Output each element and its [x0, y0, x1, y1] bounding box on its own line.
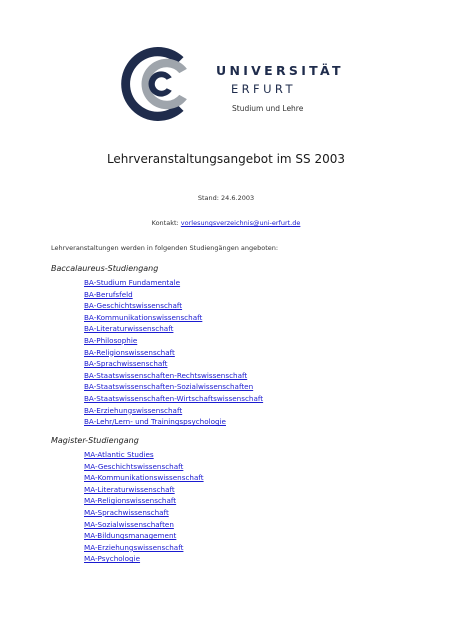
ma-link-list: [84, 449, 204, 565]
kontakt-label: Kontakt:: [151, 219, 179, 227]
ba-link[interactable]: BA-Kommunikationswissenschaft: [84, 312, 203, 322]
section-heading-ma: Magister-Studiengang: [51, 436, 139, 445]
ma-link[interactable]: MA-Kommunikationswissenschaft: [84, 473, 204, 483]
ma-link[interactable]: MA-Erziehungswissenschaft: [84, 542, 184, 552]
kontakt-email-link[interactable]: vorlesungsverzeichnis@uni-erfurt.de: [180, 219, 301, 227]
ba-link[interactable]: BA-Philosophie: [84, 335, 138, 345]
ma-link[interactable]: MA-Sprachwissenschaft: [84, 507, 169, 517]
list-item: [84, 335, 263, 347]
ma-link[interactable]: MA-Literaturwissenschaft: [84, 484, 175, 494]
list-item: [84, 519, 204, 531]
university-logo: [118, 42, 202, 126]
ba-link[interactable]: BA-Staatswissenschaften-Rechtswissenschaft: [84, 370, 248, 380]
list-item: [84, 507, 204, 519]
ma-link[interactable]: MA-Religionswissenschaft: [84, 496, 177, 506]
ba-link[interactable]: BA-Religionswissenschaft: [84, 347, 175, 357]
list-item: [84, 484, 204, 496]
stand-date: Stand: 24.6.2003: [197, 194, 255, 202]
list-item: [84, 323, 263, 335]
list-item: [84, 416, 263, 428]
list-item: [84, 405, 263, 417]
intro-text: Lehrveranstaltungen werden in folgenden Studiengängen angeboten:: [51, 244, 279, 252]
document-title: Lehrveranstaltungsangebot im SS 2003: [106, 152, 346, 166]
list-item: [84, 495, 204, 507]
ba-link[interactable]: BA-Berufsfeld: [84, 289, 133, 299]
ma-link[interactable]: MA-Atlantic Studies: [84, 450, 154, 459]
ba-link[interactable]: BA-Erziehungswissenschaft: [84, 405, 183, 415]
ma-link[interactable]: MA-Psychologie: [84, 554, 141, 564]
ba-link[interactable]: BA-Staatswissenschaften-Wirtschaftswissenschaft: [84, 393, 264, 403]
list-item: [84, 472, 204, 484]
list-item: [84, 277, 263, 289]
ba-link[interactable]: BA-Geschichtswissenschaft: [84, 301, 183, 311]
list-item: [84, 461, 204, 473]
list-item: [84, 381, 263, 393]
kontakt-line: [0, 219, 452, 227]
list-item: [84, 300, 263, 312]
list-item: [84, 347, 263, 359]
university-subtitle: Studium und Lehre: [232, 104, 304, 113]
list-item: [84, 393, 263, 405]
list-item: [84, 289, 263, 301]
university-city: ERFURT: [231, 82, 296, 96]
ba-link[interactable]: BA-Literaturwissenschaft: [84, 324, 174, 334]
list-item: [84, 449, 204, 461]
university-name: UNIVERSITÄT: [216, 63, 344, 78]
ba-link[interactable]: BA-Lehr/Lern- und Trainingspsychologie: [84, 417, 226, 427]
list-item: [84, 530, 204, 542]
list-item: [84, 542, 204, 554]
list-item: [84, 370, 263, 382]
list-item: [84, 553, 204, 565]
logo-middle-arc: [142, 59, 187, 109]
section-heading-ba: Baccalaureus-Studiengang: [51, 264, 159, 273]
ma-link[interactable]: MA-Bildungsmanagement: [84, 531, 177, 541]
ba-link[interactable]: BA-Sprachwissenschaft: [84, 359, 168, 369]
list-item: [84, 312, 263, 324]
ba-link[interactable]: BA-Studium Fundamentale: [84, 278, 181, 287]
ba-link[interactable]: BA-Staatswissenschaften-Sozialwissenschaften: [84, 382, 254, 392]
ma-link[interactable]: MA-Geschichtswissenschaft: [84, 461, 184, 471]
list-item: [84, 358, 263, 370]
ma-link[interactable]: MA-Sozialwissenschaften: [84, 519, 174, 529]
ba-link-list: [84, 277, 263, 428]
